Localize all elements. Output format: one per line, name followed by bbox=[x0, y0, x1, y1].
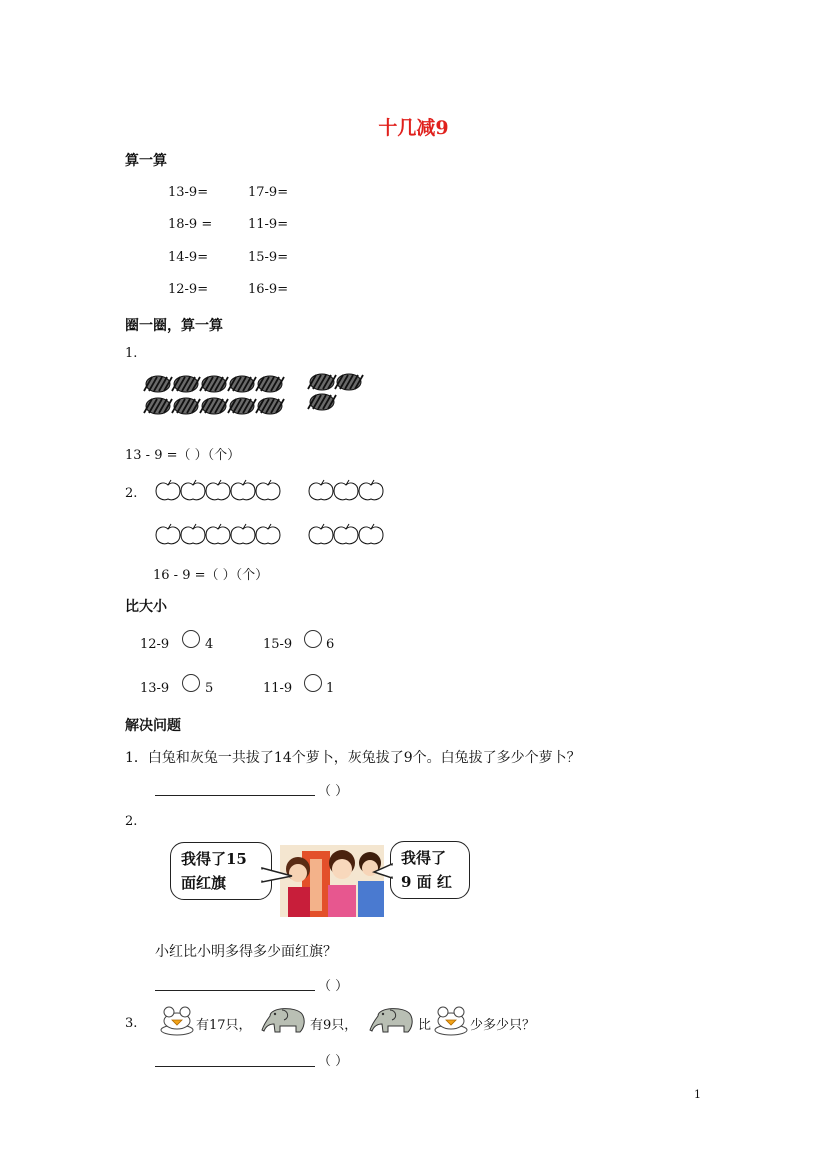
duck-icon bbox=[432, 1004, 470, 1038]
watermelon-icon bbox=[200, 376, 228, 392]
compare-circle bbox=[182, 630, 200, 648]
apple-icon bbox=[334, 480, 358, 500]
answer-line bbox=[155, 990, 315, 991]
problem: 17-9= bbox=[248, 185, 289, 200]
compare-circle bbox=[304, 674, 322, 692]
apple-icon bbox=[181, 524, 205, 544]
apple-icon bbox=[359, 480, 383, 500]
watermelon-icon bbox=[172, 376, 200, 392]
watermelon-icon bbox=[172, 398, 200, 414]
watermelon-icon bbox=[228, 398, 256, 414]
apple-icon bbox=[231, 480, 255, 500]
apple-icon bbox=[359, 524, 383, 544]
watermelon-icon bbox=[144, 398, 172, 414]
question-number: 2. bbox=[125, 486, 138, 501]
bubble-text: 9 面 红 bbox=[401, 873, 452, 891]
problem: 13-9= bbox=[168, 185, 209, 200]
equation: 13 - 9 =（ ）（个） bbox=[125, 448, 241, 463]
bubble-tail bbox=[372, 862, 392, 882]
answer-unit: （ ） bbox=[318, 979, 349, 994]
compare-left: 12-9 bbox=[140, 637, 170, 652]
watermelon-icon bbox=[335, 374, 363, 390]
compare-circle bbox=[304, 630, 322, 648]
speech-bubble-right bbox=[390, 841, 470, 899]
question-number: 1. bbox=[125, 346, 138, 361]
compare-circle bbox=[182, 674, 200, 692]
compare-left: 15-9 bbox=[263, 637, 293, 652]
compare-right: 5 bbox=[205, 681, 214, 696]
section-heading-solve: 解决问题 bbox=[125, 718, 181, 734]
page-title: 十几减9 bbox=[378, 117, 449, 139]
problem: 18-9 = bbox=[168, 217, 213, 232]
page-number: 1 bbox=[694, 1088, 701, 1101]
problem: 14-9= bbox=[168, 250, 209, 265]
compare-left: 11-9 bbox=[263, 681, 293, 696]
bubble-tail bbox=[262, 866, 302, 886]
compare-right: 1 bbox=[326, 681, 335, 696]
problem: 15-9= bbox=[248, 250, 289, 265]
apple-illustration bbox=[152, 477, 392, 547]
compare-right: 4 bbox=[205, 637, 214, 652]
watermelon-icon bbox=[256, 398, 284, 414]
apple-icon bbox=[256, 480, 280, 500]
duck-icon bbox=[158, 1004, 196, 1038]
compare-right: 6 bbox=[326, 637, 335, 652]
elephant-icon bbox=[262, 1004, 308, 1036]
word-problem: 1．白兔和灰兔一共拔了14个萝卜，灰兔拔了9个。白兔拔了多少个萝卜？ bbox=[125, 750, 581, 766]
answer-unit: （ ） bbox=[318, 1054, 349, 1069]
bubble-text: 我得了15 bbox=[181, 850, 247, 868]
speech-bubble-left bbox=[170, 842, 272, 900]
watermelon-icon bbox=[308, 394, 336, 410]
word-problem-text: 少多少只？ bbox=[470, 1018, 536, 1033]
apple-icon bbox=[334, 524, 358, 544]
word-problem-text: 比 bbox=[418, 1018, 432, 1033]
apple-icon bbox=[206, 524, 230, 544]
apple-icon bbox=[231, 524, 255, 544]
watermelon-icon bbox=[200, 398, 228, 414]
question-number: 3. bbox=[125, 1016, 138, 1031]
bubble-text: 面红旗 bbox=[181, 874, 227, 892]
apple-icon bbox=[206, 480, 230, 500]
compare-left: 13-9 bbox=[140, 681, 170, 696]
watermelon-icon bbox=[308, 374, 336, 390]
apple-icon bbox=[156, 524, 180, 544]
apple-icon bbox=[309, 480, 333, 500]
watermelon-icon bbox=[256, 376, 284, 392]
watermelon-icon bbox=[228, 376, 256, 392]
problem: 11-9= bbox=[248, 217, 289, 232]
word-problem: 小红比小明多得多少面红旗？ bbox=[155, 944, 337, 960]
elephant-icon bbox=[370, 1004, 416, 1036]
apple-icon bbox=[309, 524, 333, 544]
answer-unit: （ ） bbox=[318, 784, 349, 799]
answer-line bbox=[155, 1066, 315, 1067]
section-heading-compare: 比大小 bbox=[125, 599, 167, 615]
watermelon-illustration bbox=[140, 370, 380, 420]
answer-line bbox=[155, 795, 315, 796]
equation: 16 - 9 =（ ）（个） bbox=[153, 568, 269, 583]
apple-icon bbox=[256, 524, 280, 544]
problem: 16-9= bbox=[248, 282, 289, 297]
word-problem-text: 有17只， bbox=[196, 1018, 252, 1033]
bubble-text: 我得了 bbox=[401, 849, 447, 867]
apple-icon bbox=[156, 480, 180, 500]
section-heading-circle: 圈一圈，算一算 bbox=[125, 318, 223, 334]
problem: 12-9= bbox=[168, 282, 209, 297]
section-heading-calc: 算一算 bbox=[125, 153, 167, 169]
watermelon-icon bbox=[144, 376, 172, 392]
question-number: 2. bbox=[125, 814, 138, 829]
word-problem-text: 有9只， bbox=[310, 1018, 358, 1033]
apple-icon bbox=[181, 480, 205, 500]
